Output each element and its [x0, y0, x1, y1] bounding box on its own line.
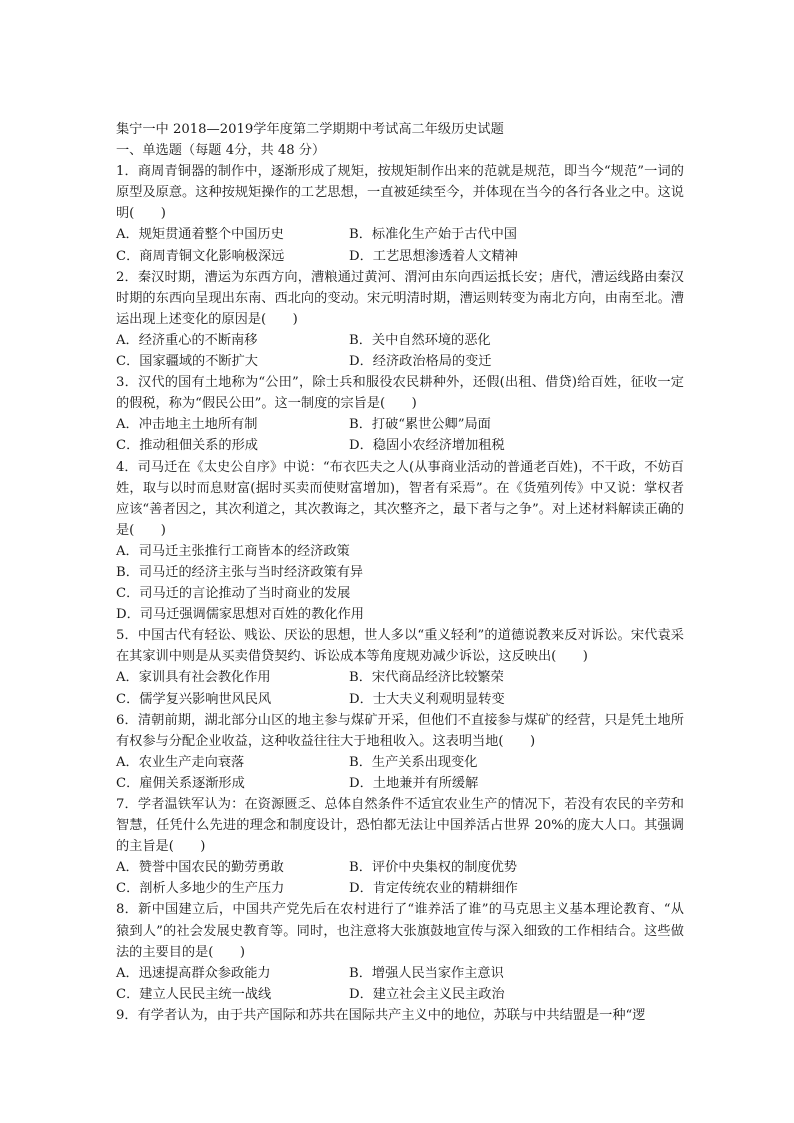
option-d: D．士大夫义利观明显转变	[349, 691, 505, 707]
question-9-stem: 9．有学者认为，由于共产国际和苏共在国际共产主义中的地位，苏联与中共结盟是一种“逻	[116, 1007, 646, 1023]
option-c: C．商周青铜文化影响极深远	[116, 248, 285, 264]
option-c: C．儒学复兴影响世风民风	[116, 691, 272, 707]
question-8	[116, 899, 684, 1004]
option-a: A．规矩贯通着整个中国历史	[116, 227, 284, 243]
options-row	[116, 857, 684, 878]
question-6	[116, 710, 684, 794]
question-stem: 8．新中国建立后，中国共产党先后在农村进行了“谁养活了谁”的马克思主义基本理论教育、“从猿到人”的社会发展史教育等。同时，也注意将大张旗鼓地宣传与深入细致的工作相结合。这些做法的主要目的是( )	[116, 902, 684, 960]
option-b: B．评价中央集权的制度优势	[349, 860, 517, 876]
options-row	[116, 667, 684, 688]
option-c: C．建立人民民主统一战线	[116, 986, 272, 1002]
options-row	[116, 752, 684, 773]
options-row	[116, 984, 684, 1005]
options-row	[116, 689, 684, 710]
question-1	[116, 161, 684, 266]
option-c: C．剖析人多地少的生产压力	[116, 881, 285, 897]
option-a: A．迅速提高群众参政能力	[116, 965, 271, 981]
option-b: B．关中自然环境的恶化	[349, 332, 491, 348]
exam-content	[116, 119, 684, 1026]
option-a: A．家训具有社会教化作用	[116, 670, 271, 686]
options-row	[116, 224, 684, 245]
option-d: D．肯定传统农业的精耕细作	[349, 881, 518, 897]
question-stem: 2．秦汉时期，漕运为东西方向，漕粮通过黄河、渭河由东向西运抵长安；唐代，漕运线路由秦汉时期的东西向呈现出东南、西北向的变动。宋元明清时期，漕运则转变为南北方向，由南至北。漕运出现上述变化的原因是( )	[116, 269, 684, 327]
option-c: C．推动租佃关系的形成	[116, 438, 258, 454]
option-a: A．经济重心的不断南移	[116, 332, 258, 348]
option-a: A．司马迁主张推行工商皆本的经济政策	[116, 543, 350, 559]
option-b: B．增强人民当家作主意识	[349, 965, 504, 981]
question-2	[116, 267, 684, 372]
option-b: B．宋代商品经济比较繁荣	[349, 670, 504, 686]
question-stem: 3．汉代的国有土地称为“公田”，除士兵和服役农民耕种外，还假(出租、借贷)给百姓，征收一定的假税，称为“假民公田”。这一制度的宗旨是( )	[116, 375, 684, 412]
options-row	[116, 414, 684, 435]
options-row	[116, 435, 684, 456]
options-row	[116, 878, 684, 899]
options-row	[116, 330, 684, 351]
question-stem: 4．司马迁在《太史公自序》中说：“布衣匹夫之人(从事商业活动的普通老百姓)，不干政，不妨百姓，取与以时而息财富(据时买卖而使财富增加)，智者有采焉”。在《货殖列传》中又说：掌权者应该“善者因之，其次利道之，其次教诲之，其次整齐之，最下者与之争”。对上述材料解读正确的是( )	[116, 459, 684, 538]
option-d: D．建立社会主义民主政治	[349, 986, 505, 1002]
options-row	[116, 246, 684, 267]
section-heading: 一、单选题（每题 4分，共 48 分）	[116, 143, 326, 159]
question-stem: 6．清朝前期，湖北部分山区的地主参与煤矿开采，但他们不直接参与煤矿的经营，只是凭土地所有权参与分配企业收益，这种收益往往大于地租收入。这表明当地( )	[116, 712, 684, 749]
option-b: B．标准化生产始于古代中国	[349, 227, 517, 243]
option-d: D．经济政治格局的变迁	[349, 354, 492, 370]
option-c: C．司马迁的言论推动了当时商业的发展	[116, 586, 351, 602]
question-stem: 5．中国古代有轻讼、贱讼、厌讼的思想，世人多以“重义轻利”的道德说教来反对诉讼。宋代袁采在其家训中则是从买卖借贷契约、诉讼成本等角度规劝减少诉讼，这反映出( )	[116, 628, 684, 665]
option-a: A．农业生产走向衰落	[116, 754, 245, 770]
option-d: D．稳固小农经济增加租税	[349, 438, 505, 454]
option-b: B．打破“累世公卿”局面	[349, 417, 491, 433]
option-a: A．冲击地主土地所有制	[116, 417, 258, 433]
options-row	[116, 963, 684, 984]
options-row	[116, 773, 684, 794]
option-d: D．工艺思想渗透着人文精神	[349, 248, 518, 264]
option-b: B．司马迁的经济主张与当时经济政策有异	[116, 564, 364, 580]
question-3	[116, 372, 684, 456]
question-stem: 1．商周青铜器的制作中，逐渐形成了规矩，按规矩制作出来的范就是规范，即当今“规范”一词的原型及原意。这种按规矩操作的工艺思想，一直被延续至今，并体现在当今的各行各业之中。这说明( )	[116, 164, 684, 222]
option-c: C．国家疆域的不断扩大	[116, 354, 258, 370]
question-5	[116, 625, 684, 709]
question-4	[116, 457, 684, 626]
option-c: C．雇佣关系逐渐形成	[116, 775, 245, 791]
option-a: A．赞誉中国农民的勤劳勇敢	[116, 860, 284, 876]
option-d: D．土地兼并有所缓解	[349, 775, 479, 791]
exam-title: 集宁一中 2018—2019学年度第二学期期中考试高二年级历史试题	[116, 122, 504, 137]
question-7	[116, 794, 684, 899]
option-b: B．生产关系出现变化	[349, 754, 478, 770]
option-d: D．司马迁强调儒家思想对百姓的教化作用	[116, 607, 364, 623]
options-row	[116, 351, 684, 372]
question-stem: 7．学者温铁军认为：在资源匮乏、总体自然条件不适宜农业生产的情况下，若没有农民的辛劳和智慧，任凭什么先进的理念和制度设计，恐怕都无法让中国养活占世界 20%的庞大人口。其强调的主旨是( )	[116, 797, 684, 855]
